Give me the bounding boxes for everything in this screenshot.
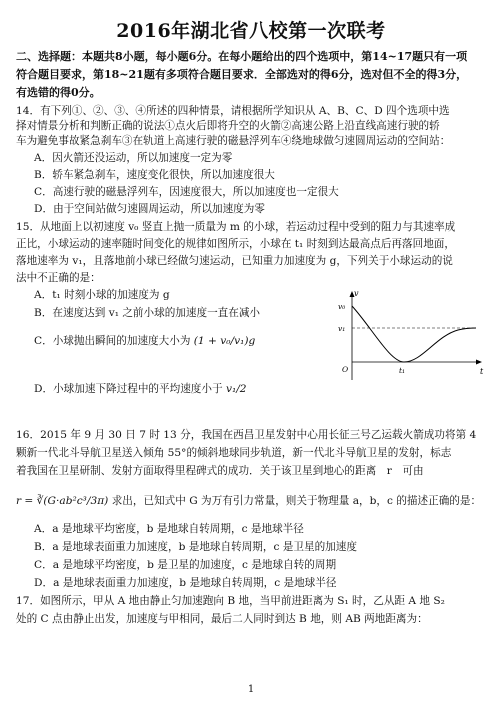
q15-option-b: B．在速度达到 v₁ 之前小球的加速度一直在减小 — [34, 307, 261, 319]
graph-label-t1: t₁ — [399, 366, 406, 375]
q14-option-c: C．高速行驶的磁悬浮列车，因速度很大，所以加速度也一定很大 — [34, 186, 339, 198]
q14-option-d: D．由于空间站做匀速圆周运动，所以加速度为零 — [34, 203, 265, 215]
q14-stem-line-1: 14．有下列①、②、③、④所述的四种情景，请根据所学知识从 A、B、C、D 四个选项中选 — [16, 105, 450, 117]
q17-stem-line-1: 17．如图所示，甲从 A 地由静止匀加速跑向 B 地，当甲前进距离为 S₁ 时，乙从距 A 地 S₂ — [16, 595, 445, 607]
q16-stem-line-2: 颗新一代北斗导航卫星送入倾角 55°的倾斜地球同步轨道，新一代北斗导航卫星的发射，标志 — [16, 447, 452, 459]
q15-option-d-formula: v₁/2 — [225, 383, 247, 395]
section-instructions-line-2: 符合题目要求，第18~21题有多项符合题目要求．全部选对的得6分，选对但不全的得3分， — [16, 68, 468, 81]
q16-option-c: C．a 是地球平均密度，b 是卫星的加速度，c 是地球自转的周期 — [34, 559, 337, 571]
q16-option-d: D．a 是地球表面重力加速度，b 是地球自转周期，c 是地球半径 — [34, 577, 337, 589]
graph-label-t: t — [480, 367, 484, 376]
q15-stem-line-3: 落地速率为 v₁，且落地前小球已经做匀速运动，已知重力加速度为 g，下列关于小球运动的说 — [16, 255, 453, 267]
q15-stem-line-1: 15．从地面上以初速度 v₀ 竖直上抛一质量为 m 的小球，若运动过程中受到的阻力与其速率成 — [16, 221, 456, 233]
page-number: 1 — [247, 684, 255, 695]
q14-option-a: A．因火箭还没运动，所以加速度一定为零 — [34, 152, 233, 164]
graph-label-v1: v₁ — [338, 324, 346, 333]
q16-stem-line-3: 着我国在卫星研制、发射方面取得里程碑式的成功．关于该卫星到地心的距离 r 可由 — [16, 465, 424, 477]
q15-stem-line-4: 法中不正确的是： — [16, 272, 101, 284]
q15-stem-line-2: 正比，小球运动的速率随时间变化的规律如图所示，小球在 t₁ 时刻到达最高点后再落回地面， — [16, 238, 455, 250]
section-instructions-line-1: 二、选择题：本题共8小题，每小题6分。在每小题给出的四个选项中，第14~17题只有一项 — [16, 50, 468, 63]
graph-label-v: v — [354, 289, 359, 298]
q15-option-c-text: C．小球抛出瞬间的加速度大小为 — [34, 335, 191, 347]
graph-label-origin: O — [342, 365, 349, 374]
q14-stem-line-3: 车为避免事故紧急刹车③在轨道上高速行驶的磁悬浮列车④绕地球做匀速圆周运动的空间站： — [16, 135, 451, 147]
q17-stem-line-2: 处的 C 点由静止出发，加速度与甲相同，最后二人同时到达 B 地，则 AB 两地距离为： — [16, 613, 428, 625]
graph-label-v0: v₀ — [338, 302, 346, 311]
q16-option-a: A．a 是地球平均密度，b 是地球自转周期，c 是地球半径 — [34, 523, 304, 535]
q15-velocity-time-graph — [338, 288, 488, 386]
page-title: 2016年湖北省八校第一次联考 — [116, 20, 386, 42]
q15-option-c-formula: (1 + v₀/v₁)g — [193, 335, 256, 347]
q16-stem-line-4-text: 求出，已知式中 G 为万有引力常量，则关于物理量 a，b，c 的描述正确的是： — [111, 495, 482, 507]
q16-stem-line-4 — [16, 494, 486, 509]
graph-t-axis-arrow — [476, 360, 482, 365]
q16-stem-line-1: 16．2015 年 9 月 30 日 7 时 13 分，我国在西昌卫星发射中心用长征三号乙运载火箭成功将第 4 — [16, 429, 477, 441]
q16-option-b: B．a 是地球表面重力加速度，b 是地球自转周期，c 是卫星的加速度 — [34, 541, 357, 553]
section-instructions-line-3: 有选错的得0分。 — [16, 86, 101, 99]
q14-stem-line-2: 择对情景分析和判断正确的说法①点火后即将升空的火箭②高速公路上沿直线高速行驶的轿 — [16, 120, 440, 132]
q15-option-d-text: D．小球加速下降过程中的平均速度小于 — [34, 383, 223, 395]
graph-speed-curve — [352, 306, 476, 362]
q16-formula: r = ∛(G·ab²c³/3π) — [16, 495, 109, 507]
q14-option-b: B．轿车紧急刹车，速度变化很快，所以加速度很大 — [34, 169, 275, 181]
q15-option-a: A．t₁ 时刻小球的加速度为 g — [34, 289, 170, 301]
